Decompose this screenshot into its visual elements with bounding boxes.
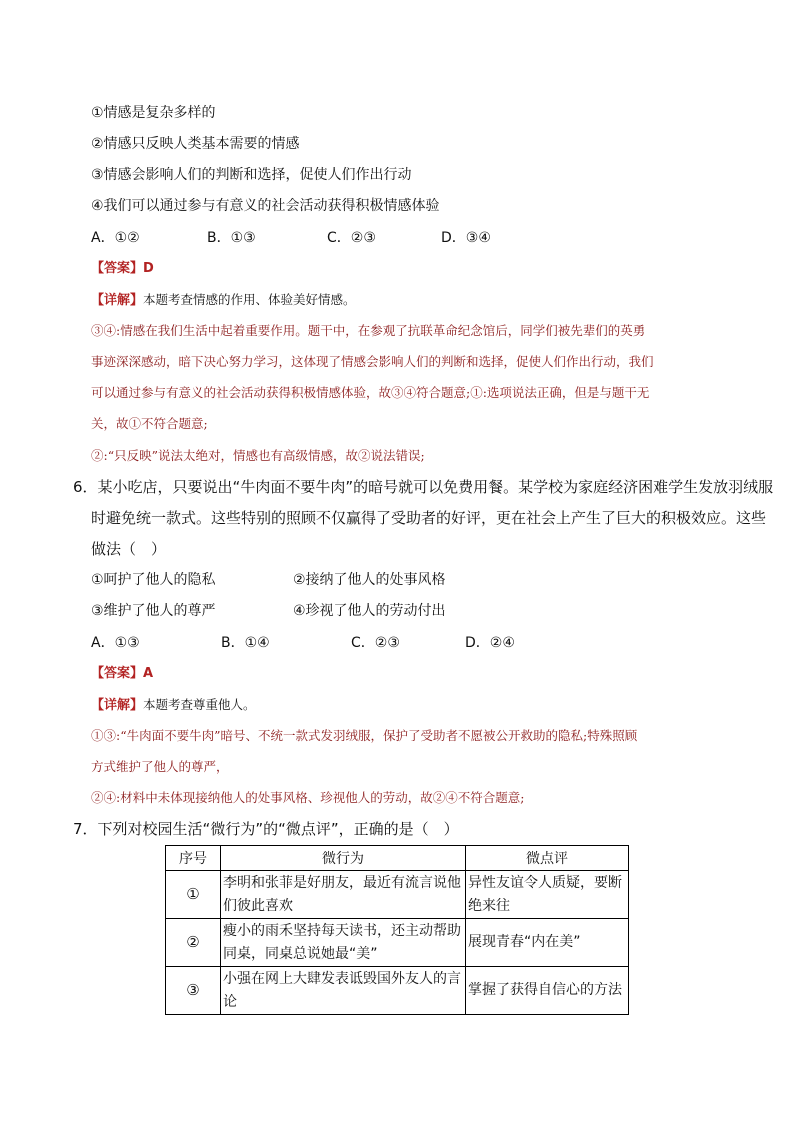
col-header-no: 序号 — [166, 846, 221, 871]
row-no: ① — [166, 871, 221, 919]
q5-option-c[interactable]: C．②③ — [327, 230, 376, 246]
q6-detail-line-1: ①③:“牛肉面不要牛肉”暗号、不统一款式发羽绒服，保护了受助者不愿被公开救助的隐私;特殊照顾 — [91, 728, 638, 743]
q5-detail-line-5: ②:“只反映”说法太绝对，情感也有高级情感，故②说法错误; — [91, 448, 425, 463]
q5-detail-line-4: 关，故①不符合题意; — [91, 416, 208, 431]
q7-stem-text: 下列对校园生活“微行为”的“微点评”，正确的是（ ） — [97, 820, 459, 838]
detail-label: 【详解】 — [91, 293, 144, 308]
col-header-action: 微行为 — [221, 846, 466, 871]
table-header-row — [166, 846, 629, 871]
q5-detail-line-1: ③④:情感在我们生活中起着重要作用。题干中，在参观了抗联革命纪念馆后，同学们被先辈们的英勇 — [91, 323, 646, 338]
col-header-comment: 微点评 — [466, 846, 629, 871]
table-row — [166, 871, 629, 919]
q6-item-3: ③维护了他人的尊严 — [91, 603, 216, 619]
q6-option-d[interactable]: D．②④ — [465, 635, 515, 651]
q6-stem-line-1 — [73, 477, 773, 497]
answer-value: D — [143, 261, 154, 276]
q6-stem-text-1: 某小吃店，只要说出“牛肉面不要牛肉”的暗号就可以免费用餐。某学校为家庭经济困难学生发放羽绒服 — [97, 478, 774, 496]
q5-option-b[interactable]: B．①③ — [207, 230, 256, 246]
row-action: 瘦小的雨禾坚持每天读书，还主动帮助同桌，同桌总说她最“美” — [221, 919, 466, 967]
q5-option-a[interactable]: A．①② — [91, 230, 140, 246]
q6-detail-line-3: ②④:材料中未体现接纳他人的处事风格、珍视他人的劳动，故②④不符合题意; — [91, 790, 525, 805]
q5-answer — [91, 259, 154, 279]
q5-item-1: ①情感是复杂多样的 — [91, 105, 216, 121]
q6-options — [91, 633, 515, 653]
row-no: ③ — [166, 967, 221, 1015]
q5-item-3: ③情感会影响人们的判断和选择，促使人们作出行动 — [91, 167, 412, 183]
row-no: ② — [166, 919, 221, 967]
answer-label: 【答案】 — [91, 261, 144, 276]
q7-number: 7． — [73, 820, 98, 838]
q6-option-a[interactable]: A．①③ — [91, 635, 140, 651]
row-comment: 异性友谊令人质疑，要断绝来往 — [466, 871, 629, 919]
q6-items-row-1 — [91, 570, 495, 590]
row-comment: 展现青春“内在美” — [466, 919, 629, 967]
q5-item-4: ④我们可以通过参与有意义的社会活动获得积极情感体验 — [91, 198, 440, 214]
q7-stem — [73, 819, 459, 839]
q6-stem-line-3: 做法（ ） — [91, 540, 167, 558]
q6-detail-line-2: 方式维护了他人的尊严， — [91, 759, 229, 774]
q5-options — [91, 228, 491, 248]
table-row — [166, 967, 629, 1015]
q5-detail — [91, 290, 356, 311]
q6-item-4: ④珍视了他人的劳动付出 — [293, 603, 446, 619]
detail-label: 【详解】 — [91, 698, 144, 713]
table-row — [166, 919, 629, 967]
answer-value: A — [143, 666, 154, 681]
q6-item-2: ②接纳了他人的处事风格 — [293, 572, 446, 588]
answer-label: 【答案】 — [91, 666, 144, 681]
q5-detail-line-3: 可以通过参与有意义的社会活动获得积极情感体验，故③④符合题意;①:选项说法正确，但是与题干无 — [91, 385, 650, 400]
detail-intro: 本题考查尊重他人。 — [143, 697, 256, 712]
q5-detail-line-2: 事迹深深感动，暗下决心努力学习，这体现了情感会影响人们的判断和选择，促使人们作出行动，我们 — [91, 354, 654, 369]
q6-option-b[interactable]: B．①④ — [221, 635, 270, 651]
q6-stem-line-2: 时避免统一款式。这些特别的照顾不仅赢得了受助者的好评，更在社会上产生了巨大的积极效应。这些 — [91, 509, 767, 527]
q6-option-c[interactable]: C．②③ — [351, 635, 400, 651]
q5-option-d[interactable]: D．③④ — [441, 230, 491, 246]
q6-items-row-2 — [91, 601, 495, 621]
q5-item-2: ②情感只反映人类基本需要的情感 — [91, 136, 300, 152]
q7-table — [165, 845, 629, 1015]
q6-number: 6． — [73, 478, 98, 496]
detail-intro: 本题考查情感的作用、体验美好情感。 — [143, 292, 356, 307]
q6-detail — [91, 695, 256, 716]
row-comment: 掌握了获得自信心的方法 — [466, 967, 629, 1015]
row-action: 李明和张菲是好朋友，最近有流言说他们彼此喜欢 — [221, 871, 466, 919]
q6-item-1: ①呵护了他人的隐私 — [91, 572, 216, 588]
q6-answer — [91, 664, 153, 684]
row-action: 小强在网上大肆发表诋毁国外友人的言论 — [221, 967, 466, 1015]
